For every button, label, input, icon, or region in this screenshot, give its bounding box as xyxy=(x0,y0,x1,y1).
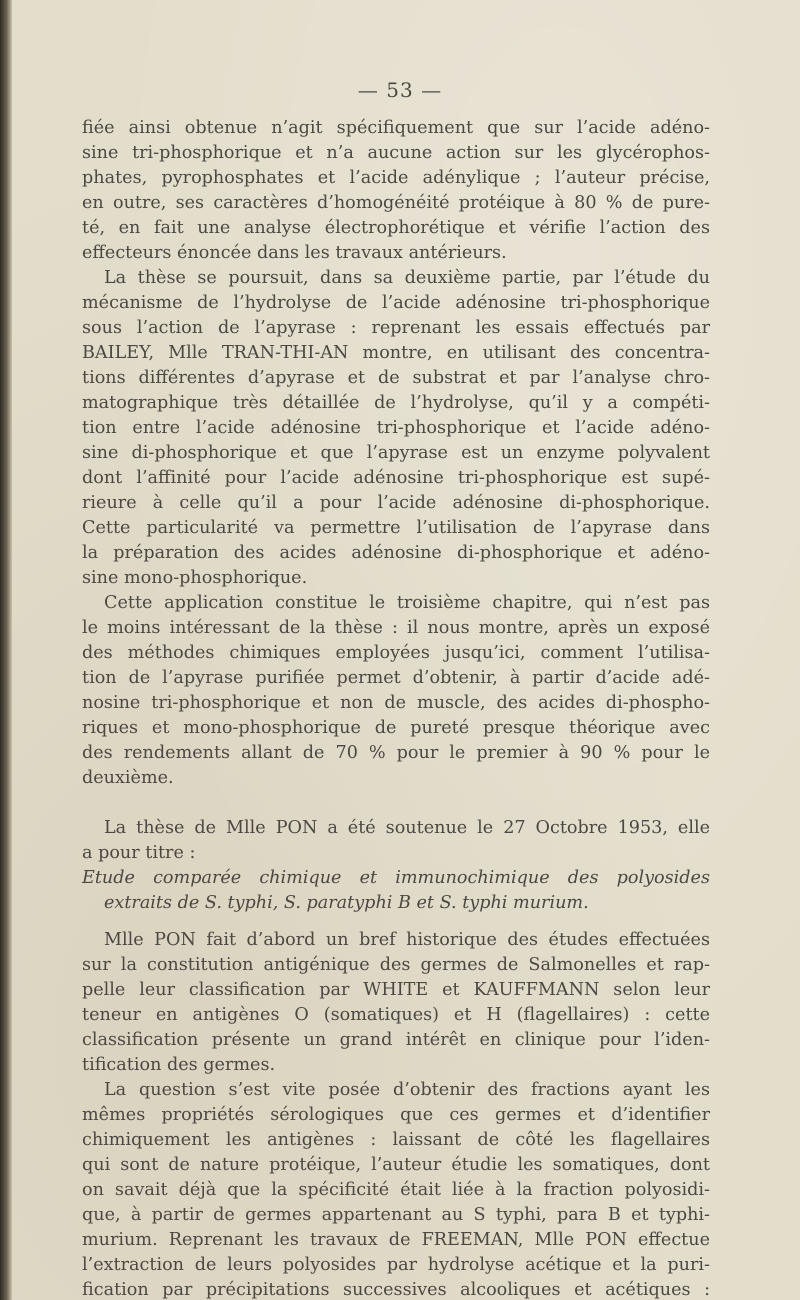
paragraph-1 xyxy=(82,116,710,266)
paragraph-gap xyxy=(82,791,710,816)
text-line: tion entre l’acide adénosine tri-phosphorique et l’acide adéno- xyxy=(82,418,710,438)
text-line: Mlle PON fait d’abord un bref historique des études effectuées xyxy=(104,930,710,950)
text-line: fication par précipitations successives alcooliques et acétiques : xyxy=(82,1280,710,1300)
paragraph-2 xyxy=(82,266,710,591)
text-line: effecteurs énoncée dans les travaux antérieurs. xyxy=(82,243,507,263)
text-line: des rendements allant de 70 % pour le premier à 90 % pour le xyxy=(82,743,710,763)
paragraph-3 xyxy=(82,591,710,791)
page-number: — 53 — xyxy=(357,78,443,102)
text-line: sine di-phosphorique et que l’apyrase est un enzyme polyvalent xyxy=(82,443,710,463)
text-line: a pour titre : xyxy=(82,843,196,863)
paragraph-5 xyxy=(82,928,710,1078)
text-line: deuxième. xyxy=(82,768,174,788)
text-line: BAILEY, Mlle TRAN-THI-AN montre, en utilisant des concentra- xyxy=(82,343,710,363)
text-line: dont l’affinité pour l’acide adénosine tri-phosphorique est supé- xyxy=(82,468,710,488)
text-line: mêmes propriétés sérologiques que ces germes et d’identifier xyxy=(82,1105,710,1125)
binding-edge xyxy=(0,0,12,1300)
text-line: La thèse se poursuit, dans sa deuxième partie, par l’étude du xyxy=(104,268,710,288)
text-line: pelle leur classification par WHITE et KAUFFMANN selon leur xyxy=(82,980,710,1000)
text-line: en outre, ses caractères d’homogénéité protéique à 80 % de pure- xyxy=(82,193,710,213)
text-line: té, en fait une analyse électrophorétique et vérifie l’action des xyxy=(82,218,710,238)
text-line: tification des germes. xyxy=(82,1055,276,1075)
text-line: teneur en antigènes O (somatiques) et H (flagellaires) : cette xyxy=(82,1005,710,1025)
text-line: classification présente un grand intérêt en clinique pour l’iden- xyxy=(82,1030,710,1050)
text-line: sous l’action de l’apyrase : reprenant les essais effectués par xyxy=(82,318,710,338)
thesis-title xyxy=(82,866,710,916)
paragraph-gap xyxy=(82,916,710,928)
paragraph-4 xyxy=(82,816,710,866)
text-line: mécanisme de l’hydrolyse de l’acide adénosine tri-phosphorique xyxy=(82,293,710,313)
body-text xyxy=(82,116,710,1300)
text-line: que, à partir de germes appartenant au S typhi, para B et typhi- xyxy=(82,1205,710,1225)
text-line: la préparation des acides adénosine di-phosphorique et adéno- xyxy=(82,543,710,563)
text-line: fiée ainsi obtenue n’agit spécifiquement que sur l’acide adéno- xyxy=(82,118,710,138)
text-line: qui sont de nature protéique, l’auteur étudie les somatiques, dont xyxy=(82,1155,710,1175)
text-line: tions différentes d’apyrase et de substrat et par l’analyse chro- xyxy=(82,368,710,388)
paragraph-6 xyxy=(82,1078,710,1300)
text-line: La thèse de Mlle PON a été soutenue le 27 Octobre 1953, elle xyxy=(104,818,710,838)
text-line: riques et mono-phosphorique de pureté presque théorique avec xyxy=(82,718,710,738)
text-line: chimiquement les antigènes : laissant de côté les flagellaires xyxy=(82,1130,710,1150)
text-line: murium. Reprenant les travaux de FREEMAN, Mlle PON effectue xyxy=(82,1230,710,1250)
text-line: Cette application constitue le troisième chapitre, qui n’est pas xyxy=(104,593,710,613)
text-line: l’extraction de leurs polyosides par hydrolyse acétique et la puri- xyxy=(82,1255,710,1275)
text-line: extraits de S. typhi, S. paratyphi B et S. typhi murium. xyxy=(104,893,589,913)
text-line: le moins intéressant de la thèse : il nous montre, après un exposé xyxy=(82,618,710,638)
text-line: matographique très détaillée de l’hydrolyse, qu’il y a compéti- xyxy=(82,393,710,413)
text-line: Etude comparée chimique et immunochimique des polyosides xyxy=(82,868,710,888)
text-line: tion de l’apyrase purifiée permet d’obtenir, à partir d’acide adé- xyxy=(82,668,710,688)
text-line: nosine tri-phosphorique et non de muscle, des acides di-phospho- xyxy=(82,693,710,713)
text-line: des méthodes chimiques employées jusqu’ici, comment l’utilisa- xyxy=(82,643,710,663)
text-line: on savait déjà que la spécificité était liée à la fraction polyosidi- xyxy=(82,1180,710,1200)
text-line: sine mono-phosphorique. xyxy=(82,568,308,588)
text-line: sine tri-phosphorique et n’a aucune action sur les glycérophos- xyxy=(82,143,710,163)
text-line: sur la constitution antigénique des germes de Salmonelles et rap- xyxy=(82,955,710,975)
text-line: phates, pyrophosphates et l’acide adénylique ; l’auteur précise, xyxy=(82,168,710,188)
text-line: rieure à celle qu’il a pour l’acide adénosine di-phosphorique. xyxy=(82,493,710,513)
text-line: Cette particularité va permettre l’utilisation de l’apyrase dans xyxy=(82,518,710,538)
text-line: La question s’est vite posée d’obtenir des fractions ayant les xyxy=(104,1080,710,1100)
